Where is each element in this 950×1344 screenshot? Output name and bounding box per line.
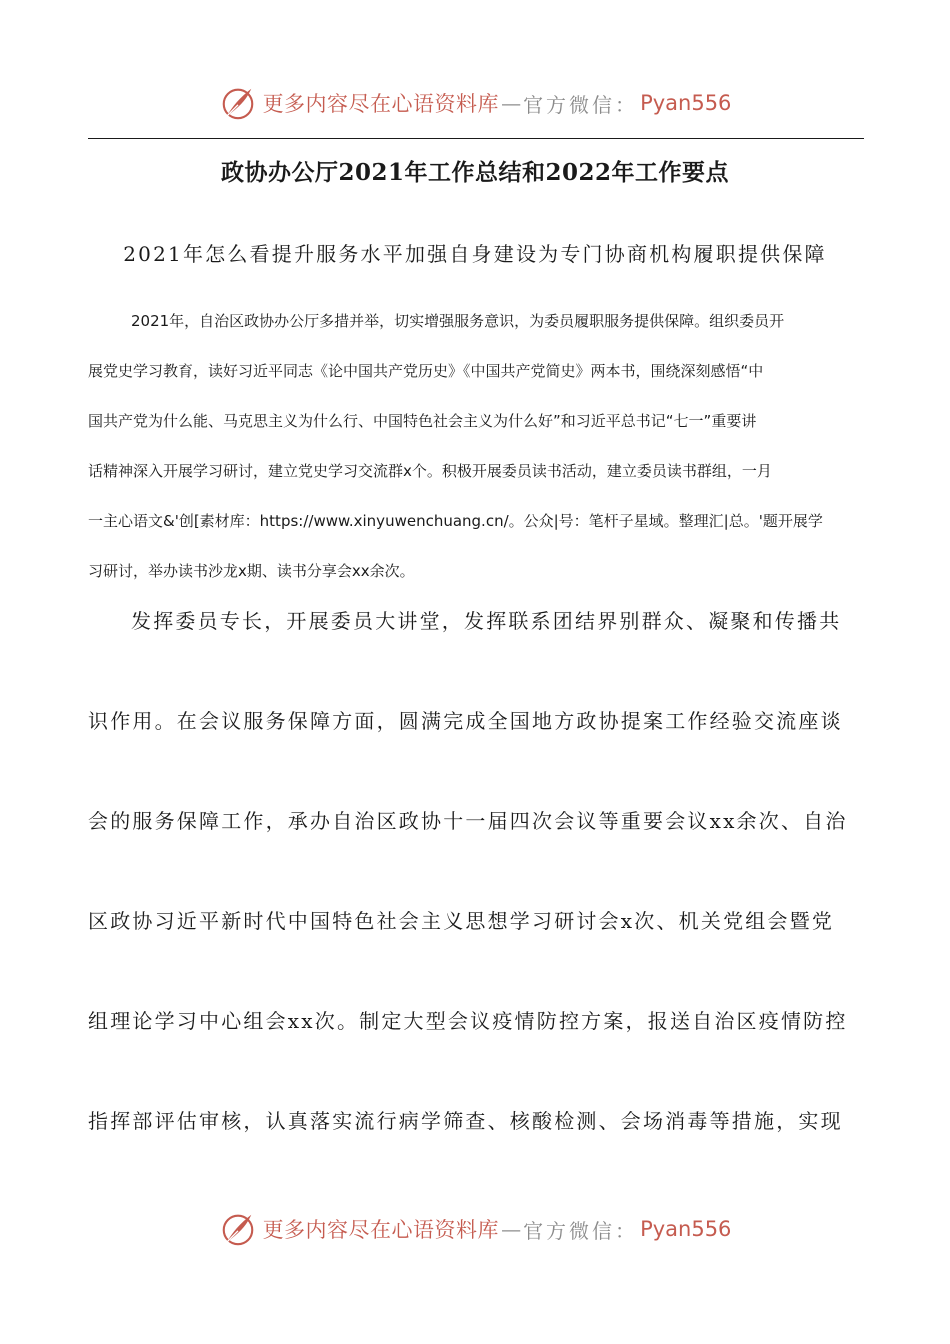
watermark-brand: 更多内容尽在心语资料库 [262, 1218, 500, 1242]
paragraph-line: 习研讨，举办读书沙龙x期、读书分享会xx余次。 [88, 562, 415, 580]
watermark-wechat-id: Pyan556 [640, 1217, 732, 1241]
paragraph-line: 发挥委员专长，开展委员大讲堂，发挥联系团结界别群众、凝聚和传播共 [131, 609, 842, 633]
watermark-separator: — [501, 91, 522, 115]
header-watermark [0, 78, 950, 128]
watermark-wechat-label: 官方微信： [523, 1218, 639, 1243]
watermark-wechat-id: Pyan556 [640, 91, 732, 115]
paragraph-line: 2021年，自治区政协办公厅多措并举，切实增强服务意识，为委员履职服务提供保障。组织委员开 [131, 312, 785, 330]
footer-watermark [0, 1204, 950, 1254]
quill-pen-circle-icon [219, 1210, 257, 1248]
paragraph-line: 区政协习近平新时代中国特色社会主义思想学习研讨会x次、机关党组会暨党 [88, 909, 835, 933]
quill-pen-circle-icon [219, 84, 257, 122]
paragraph-line: 识作用。在会议服务保障方面，圆满完成全国地方政协提案工作经验交流座谈 [88, 709, 843, 733]
paragraph-2 [88, 596, 864, 1196]
paragraph-line: 一主心语文&'创[素材库：https://www.xinyuwenchuang.cn/。公众|号：笔杆子星域。整理汇|总。'题开展学 [88, 512, 823, 530]
paragraph-line: 组理论学习中心组会xx次。制定大型会议疫情防控方案，报送自治区疫情防控 [88, 1009, 848, 1033]
paragraph-line: 国共产党为什么能、马克思主义为什么行、中国特色社会主义为什么好”和习近平总书记“七一”重要讲 [88, 412, 757, 430]
watermark-separator: — [501, 1217, 522, 1241]
watermark-brand: 更多内容尽在心语资料库 [262, 92, 500, 116]
document-title: 政协办公厅2021年工作总结和2022年工作要点 [220, 159, 730, 186]
paragraph-line: 指挥部评估审核，认真落实流行病学筛查、核酸检测、会场消毒等措施，实现 [88, 1109, 843, 1133]
paragraph-line: 话精神深入开展学习研讨，建立党史学习交流群x个。积极开展委员读书活动，建立委员读书群组，一月 [88, 462, 772, 480]
header-divider [88, 138, 864, 139]
watermark-wechat-label: 官方微信： [523, 92, 639, 117]
paragraph-1 [88, 296, 864, 596]
paragraph-line: 会的服务保障工作，承办自治区政协十一届四次会议等重要会议xx余次、自治 [88, 809, 848, 833]
document-subtitle: 2021年怎么看提升服务水平加强自身建设为专门协商机构履职提供保障 [123, 242, 827, 266]
paragraph-line: 展党史学习教育，读好习近平同志《论中国共产党历史》《中国共产党简史》两本书，围绕深刻感悟“中 [88, 362, 764, 380]
